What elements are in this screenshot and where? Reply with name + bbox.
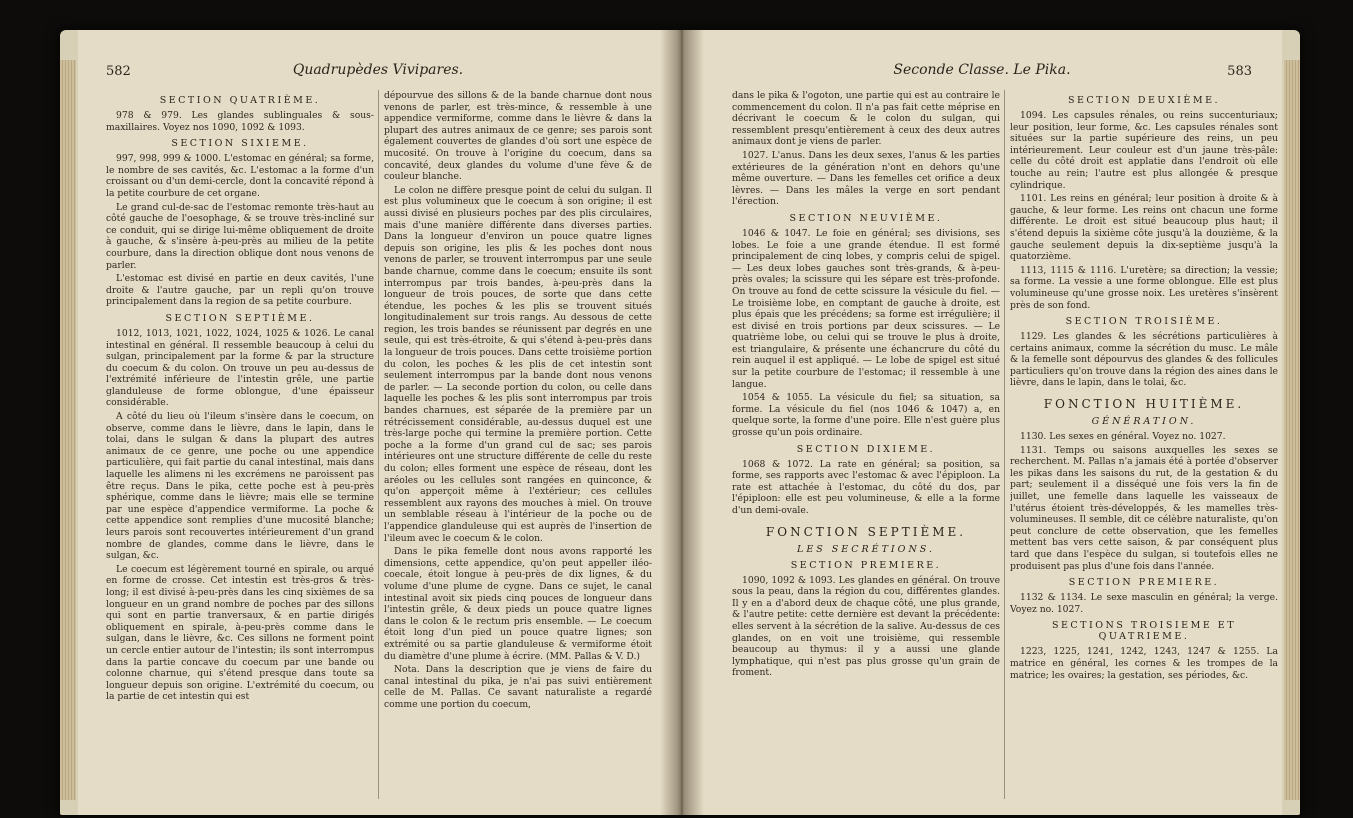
section-heading: SECTION PREMIERE. <box>1068 577 1220 589</box>
section-heading: SECTION SEPTIÈME. <box>165 312 315 324</box>
paragraph: Le colon ne diffère presque point de celui du sulgan. Il est plus volumineux que le coecum à son origine; il est aussi divisé en plusieurs poches par des plis circulaires, mais d'une manière différente dans diverses parties. Dans la longueur d'environ un pouce quatre lignes depuis son origine, les plis & les poches dont nous venons de parler, se trouvent interrompus par une seule bande charnue, comme dans le coecum; ensuite ils sont interrompus par trois bandes, à-peu-près dans la longueur de trois pouces, de sorte que dans cette étendue, les poches & les plis se trouvent situés longitudinalement sur trois rangs. Au dessous de cette region, les trois bandes se réunissent par degrés en une seule, qui est très-étroite, & qui s'étend à-peu-près dans la longueur de trois pouces. Dans cette troisième portion du colon, les poches & les plis de cet intestin sont seulement interrompus par la bande dont nous venons de parler. — La seconde portion du colon, ou celle dans laquelle les poches & les plis sont interrompus par trois bandes charnues, est séparée de la première par un rétrécissement considérable, au-dessus duquel est une très-large poche qui termine la première portion. Cette poche a la forme d'un grand cul de sac; ses parois intérieures ont une structure différente de celle du reste du colon; elles forment une espèce de réseau, dont les aréoles ou les cellules sont rangées en quinconce, & qu'on apperçoit même à l'extérieur; ces cellules ressemblent aux rayons des mouches à miel. On trouve un semblable réseau à l'intérieur de la poche ou de l'appendice glanduleuse qui est auprès de l'insertion de l'ileum avec le coecum & le colon. <box>384 184 652 544</box>
paragraph: 1046 & 1047. Le foie en général; ses divisions, ses lobes. Le foie a une grande étendue. Il est formé principalement de cinq lobes, y compris celui de spigel. — Les deux lobes gauches sont très-grands, & à-peu-près ovales; la scissure qui les sépare est très-profonde. On trouve au fond de cette scissure la vésicule du fiel. — Le troisième lobe, en comptant de gauche à droite, est plus épais que les précédens; sa forme est irrégulière; il est divisé en trois portions par deux scissures. — Le quatrième lobe, ou celui qui se trouve le plus à droite, est triangulaire, & présente une échancrure du côté du rein auquel il est appliqué. — Le lobe de spigel est situé sur la petite courbure de l'estomac; il ressemble à une langue. <box>732 227 1000 390</box>
section-heading: SECTION DEUXIÈME. <box>1067 95 1221 106</box>
right-running-title: Seconde Classe. Le Pika. <box>893 62 1071 78</box>
paragraph: 1090, 1092 & 1093. Les glandes en général. On trouve sous la peau, dans la région du cou, différentes glandes. Il y en a d'abord deux de chaque côté, une plus grande, & l'autre petite: cette dernière est devant la précédente: elles servent à la sécrétion de la salive. Au-dessus de ces glandes, on en voit une troisième, qui ressemble beaucoup au thymus: il y a aussi une glande lymphatique, qui n'est pas plus grosse qu'un grain de froment. <box>732 574 1000 679</box>
paragraph: Nota. Dans la description que je viens de faire du canal intestinal du pika, je n'ai pas suivi entièrement celle de M. Pallas. Ce savant naturaliste a regardé comme une portion du coecum, <box>384 664 652 710</box>
open-book <box>60 30 1300 815</box>
page-edges-left <box>60 60 76 800</box>
page-edges-right <box>1284 60 1300 800</box>
section-heading: SECTIONS TROISIEME ET QUATRIEME. <box>1051 620 1237 643</box>
paragraph: A côté du lieu où l'ileum s'insère dans le coecum, on observe, comme dans le lièvre, dans le lapin, dans le tolai, dans le sulgan & dans la plupart des autres animaux de ce genre, une poche ou une appendice particulière, qui fait partie du canal intestinal, mais dans laquelle les alimens ni les excrémens ne paroissent pas être reçus. Dans le pika, cette poche est à peu-près sphérique, comme dans le lièvre; mais elle se termine par une espèce d'appendice vermiforme. La poche & cette appendice sont remplies d'une mucosité blanche; leurs parois sont recouvertes intérieurement d'un grand nombre de glandes, comme dans le lièvre, dans le sulgan, &c. <box>106 411 374 562</box>
paragraph: 1094. Les capsules rénales, ou reins succenturiaux; leur position, leur forme, &c. Les capsules rénales sont situées sur la partie supérieure des reins, un peu intérieurement. Leur couleur est d'un jaune très-pâle: celle du côté droit est applatie dans l'endroit où elle touche au rein; l'autre est plus allongée & presque cylindrique. <box>1010 110 1278 191</box>
right-page-number: 583 <box>1227 64 1252 79</box>
section-heading: SECTION DIXIEME. <box>796 443 936 455</box>
paragraph: 1012, 1013, 1021, 1022, 1024, 1025 & 1026. Le canal intestinal en général. Il ressemble beaucoup à celui du sulgan, principalement par la forme & par la structure du coecum & du colon. On trouve un peu au-dessus de l'extrémité inférieure de l'intestin grêle, une partie glanduleuse de forme oblongue, d'une épaisseur considérable. <box>106 327 374 409</box>
section-heading: SECTION TROISIÈME. <box>1065 316 1223 328</box>
paragraph: 1101. Les reins en général; leur position à droite & à gauche, & leur forme. Les reins ont chacun une forme différente. Le droit est situé beaucoup plus haut; il s'étend depuis la sixième côte jusqu'à la douzième, & la gauche seulement depuis la dix-septième jusqu'à la quatorzième. <box>1010 193 1278 263</box>
paragraph: 1129. Les glandes & les sécrétions particulières à certains animaux, comme la sécrétion du musc. Le mâle & la femelle sont dépourvus des glandes & des follicules particuliers qu'on trouve dans la région des aines dans le lièvre, dans le lapin, dans le tolai, &c. <box>1010 331 1278 389</box>
paragraph: 1054 & 1055. La vésicule du fiel; sa situation, sa forme. La vésicule du fiel (nos 1046 & 1047) a, en quelque sorte, la forme d'une poire. Elle n'est guère plus grosse qu'un pois ordinaire. <box>732 392 1000 439</box>
paragraph: Dans le pika femelle dont nous avons rapporté les dimensions, cette appendice, qu'on peut appeller iléo-coecale, étoit longue à peu-près de dix lignes, & du volume d'une plume de cygne. Dans ce sujet, le canal intestinal avoit six pieds cinq pouces de longueur dans l'intestin grêle, & deux pieds un pouce quatre lignes dans le colon & le rectum pris ensemble. — Le coecum étoit long d'un pied un pouce quatre lignes; son extrémité ou sa partie glanduleuse & vermiforme étoit du diamètre d'une plume à écrire. (MM. Pallas & V. D.) <box>384 546 652 662</box>
paragraph: dépourvue des sillons & de la bande charnue dont nous venons de parler, est très-mince, & ressemble à une appendice vermiforme, comme dans le lièvre & dans la plupart des autres animaux de ce genre; ses parois sont également couvertes de glandes d'où sort une espèce de mucosité. On trouve à l'origine du coecum, dans sa concavité, deux glandes du volume d'une fève & de couleur blanche. <box>384 90 652 183</box>
left-columns <box>106 90 662 799</box>
paragraph: L'estomac est divisé en partie en deux cavités, l'une droite & l'autre gauche, par un repli qu'on trouve principalement dans la region de sa petite courbure. <box>106 273 374 308</box>
paragraph: Le grand cul-de-sac de l'estomac remonte très-haut au côté gauche de l'oesophage, & se trouve très-incliné sur ce conduit, qui se dirige lui-même obliquement de droite à gauche, & s'insère à-peu-près au milieu de la petite courbure, dans la direction oblique dont nous venons de parler. <box>106 201 374 271</box>
left-column-1 <box>106 90 374 799</box>
section-heading: SECTION SIXIEME. <box>171 138 309 150</box>
paragraph: 1131. Temps ou saisons auxquelles les sexes se recherchent. M. Pallas n'a jamais été à portée d'observer les pikas dans les saisons du rut, de la gestation & du part; seulement il a disséqué une fois vers la fin de juillet, une femelle dans laquelle les vaisseaux de l'utérus étoient très-développés, & les mamelles très-volumineuses. Il semble, dit ce célèbre naturaliste, qu'on peut conclure de cette observation, que les femelles mettent bas vers cette saison, & par conséquent plus tard que dans l'espèce du sulgan, si toutefois elles ne produisent pas plus d'une fois dans l'année. <box>1010 444 1278 572</box>
paragraph: 1132 & 1134. Le sexe masculin en général; la verge. Voyez no. 1027. <box>1010 592 1278 615</box>
section-heading: SECTION NEUVIÈME. <box>789 212 943 224</box>
section-heading: FONCTION HUITIÈME. <box>1043 397 1245 412</box>
column-rule <box>1004 90 1005 799</box>
right-page <box>682 30 1282 815</box>
right-column-2 <box>1010 90 1278 799</box>
paragraph: 997, 998, 999 & 1000. L'estomac en général; sa forme, le nombre de ses cavités, &c. L'estomac a la forme d'un croissant ou d'un demi-cercle, dont la concavité répond à la petite courbure de cet organe. <box>106 153 374 199</box>
left-page <box>78 30 678 815</box>
section-heading: FONCTION SEPTIÈME. <box>765 524 967 539</box>
left-running-head <box>78 62 678 84</box>
right-columns <box>732 90 1278 799</box>
paragraph: 978 & 979. Les glandes sublinguales & sous-maxillaires. Voyez nos 1090, 1092 & 1093. <box>106 110 374 133</box>
book-gutter <box>660 30 704 815</box>
column-rule <box>378 90 379 799</box>
left-column-2 <box>384 90 652 799</box>
paragraph: 1068 & 1072. La rate en général; sa position, sa forme, ses rapports avec l'estomac & avec l'épiploon. La rate est attachée à l'estomac, du côté du dos, par l'épiploon: elle est peu volumineuse, & elle a la forme d'un demi-ovale. <box>732 458 1000 516</box>
section-heading: SECTION PREMIERE. <box>790 559 942 571</box>
right-running-head <box>682 62 1282 84</box>
left-page-number: 582 <box>106 64 131 79</box>
paragraph: 1113, 1115 & 1116. L'uretère; sa direction; la vessie; sa forme. La vessie a une forme oblongue. Elle est plus volumineuse qu'une grosse noix. Les uretères s'insèrent près de son fond. <box>1010 264 1278 311</box>
paragraph: 1027. L'anus. Dans les deux sexes, l'anus & les parties extérieures de la génération n'ont en dehors qu'une même ouverture. — Dans les femelles cet orifice a deux lèvres. — Dans les mâles la verge en sort pendant l'érection. <box>732 149 1000 208</box>
section-heading: SECTION QUATRIÈME. <box>159 95 321 106</box>
section-heading: LES SECRÉTIONS. <box>797 543 935 555</box>
paragraph: dans le pika & l'ogoton, une partie qui est au contraire le commencement du colon. Il n'a pas fait cette méprise en décrivant le coecum & le colon du sulgan, qui ressemblent presqu'entièrement à ceux des deux autres animaux dont je viens de parler. <box>732 90 1000 148</box>
paragraph: Le coecum est légèrement tourné en spirale, ou arqué en forme de crosse. Cet intestin est très-gros & très-long; il est divisé à-peu-près dans les cinq sixièmes de sa longueur en un grand nombre de poches par des sillons qui sont en partie tranversaux, & en partie dirigés obliquement en spirale, à-peu-près comme dans le sulgan, dans le lièvre, &c. Ces sillons ne forment point un cercle entier autour de l'intestin; ils sont interrompus dans la partie concave du coecum par une bande ou colonne charnue, qui s'étend presque dans toute sa longueur depuis son origine. L'extrémité du coecum, ou la partie de cet intestin qui est <box>106 563 374 703</box>
paragraph: 1223, 1225, 1241, 1242, 1243, 1247 & 1255. La matrice en général, les cornes & les trompes de la matrice; les ovaires; la gestation, ses périodes, &c. <box>1010 646 1278 681</box>
left-running-title: Quadrupèdes Vivipares. <box>292 62 464 78</box>
paragraph: 1130. Les sexes en général. Voyez no. 1027. <box>1020 431 1226 443</box>
section-heading: GÉNÉRATION. <box>1091 416 1197 428</box>
right-column-1 <box>732 90 1000 799</box>
